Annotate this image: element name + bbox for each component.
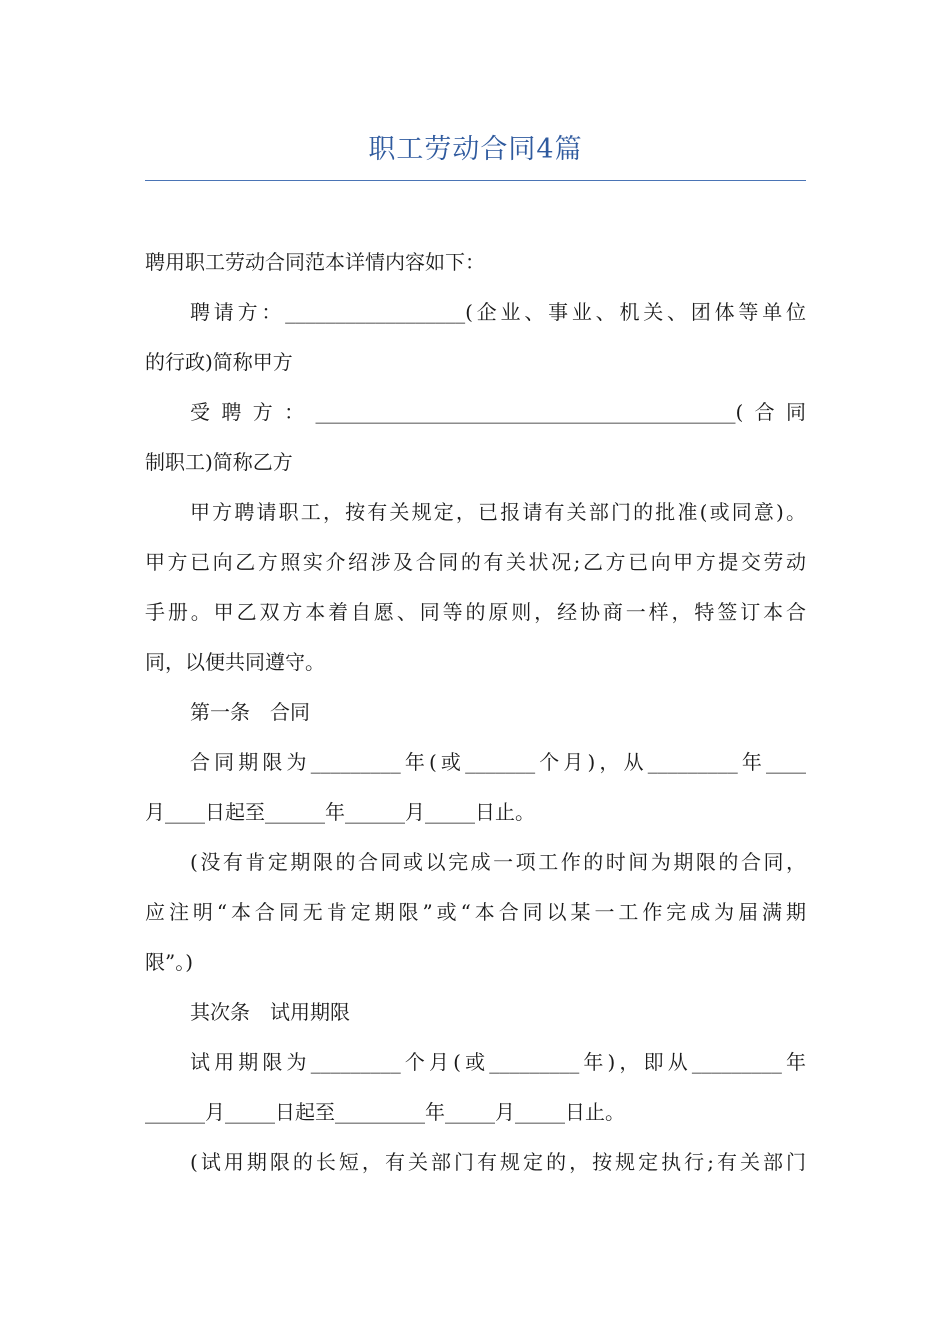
text-line: 月____日起至______年______月_____日止。	[145, 800, 535, 824]
title-underline	[145, 180, 806, 181]
text-line: 其次条 试用期限	[190, 1000, 350, 1024]
text-line: 制职工)简称乙方	[145, 450, 293, 474]
text-line: (没有肯定期限的合同或以完成一项工作的时间为期限的合同，	[190, 850, 806, 874]
text-line: 甲方聘请职工，按有关规定，已报请有关部门的批准(或同意)。	[190, 500, 806, 524]
document-body	[145, 237, 806, 1187]
text-line: 聘请方：__________________(企业、事业、机关、团体等单位	[190, 300, 806, 324]
document-title: 职工劳动合同4篇	[368, 134, 583, 165]
text-line: 的行政)简称甲方	[145, 350, 293, 374]
text-line: 第一条 合同	[190, 700, 310, 724]
text-line: 甲方已向乙方照实介绍涉及合同的有关状况;乙方已向甲方提交劳动	[145, 550, 806, 574]
text-line: 手册。甲乙双方本着自愿、同等的原则，经协商一样，特签订本合	[145, 600, 806, 624]
text-line: 应注明“本合同无肯定期限”或“本合同以某一工作完成为届满期	[145, 900, 806, 924]
text-line: 限”。)	[145, 950, 194, 974]
text-line: 同，以便共同遵守。	[145, 650, 325, 674]
text-line: 合同期限为_________年(或_______个月)，从_________年____	[190, 750, 806, 774]
text-line: 受聘方：__________________________________________(合同	[190, 400, 806, 424]
text-line: ______月_____日起至_________年_____月_____日止。	[145, 1100, 625, 1124]
text-line: 试用期限为_________个月(或_________年)，即从_________年	[190, 1050, 806, 1074]
text-line: 聘用职工劳动合同范本详情内容如下：	[145, 250, 485, 274]
text-line: (试用期限的长短，有关部门有规定的，按规定执行;有关部门	[190, 1150, 806, 1174]
